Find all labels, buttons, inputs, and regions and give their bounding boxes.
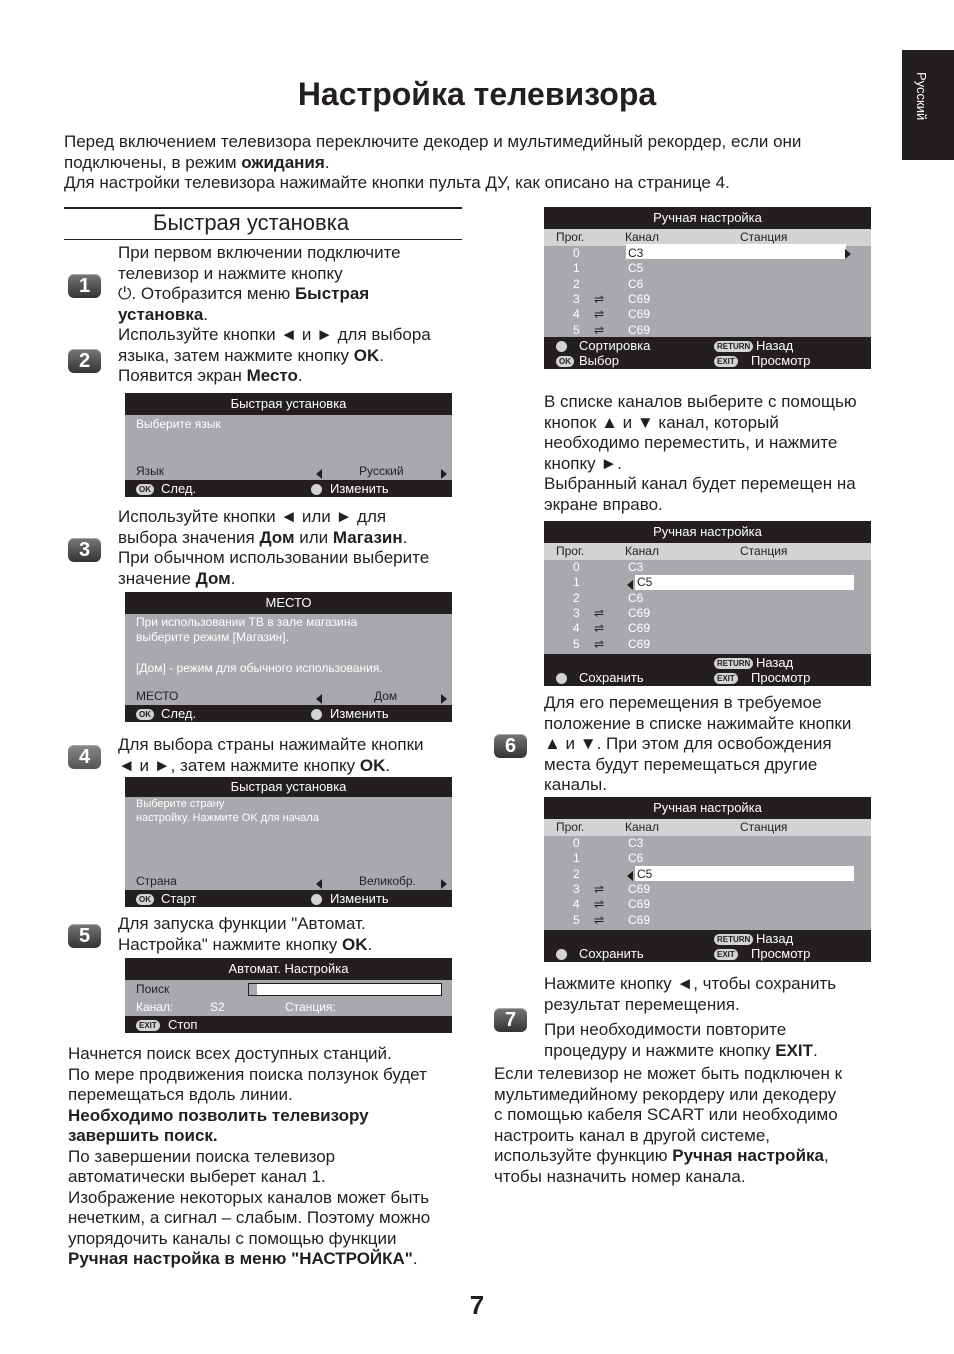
text: значение: [118, 568, 196, 588]
text-bold: Быстрая: [294, 284, 370, 303]
text-bold: Ручная настройка: [672, 1146, 824, 1165]
text-line: мультимедийному рекордеру или декодеру: [494, 1084, 837, 1104]
osd-text: При использовании ТВ в зале магазина: [136, 615, 358, 629]
color-button-icon: [311, 894, 322, 905]
swap-icon: ⇌: [594, 912, 605, 927]
text-bold: Магазин: [332, 527, 403, 547]
left-arrow-icon: [316, 691, 322, 706]
osd-footer: [125, 705, 452, 722]
start-label: Старт: [161, 891, 197, 906]
text: выбора значения: [118, 527, 260, 547]
text-line: [544, 1041, 889, 1062]
right-arrow-icon: [845, 246, 851, 261]
osd-value: Русский: [359, 464, 404, 478]
selection-highlight: [635, 575, 854, 590]
text-line: При обычном использовании выберите: [118, 548, 430, 567]
next-label: След.: [161, 481, 197, 496]
color-button-icon: [311, 484, 322, 495]
text-line: [118, 756, 463, 777]
text-line: экране вправо.: [544, 494, 663, 514]
right-button-icon: [556, 341, 567, 352]
text: ,: [823, 1146, 829, 1165]
osd-quick-setup-country: [125, 777, 452, 907]
ok-button-icon: OK: [556, 356, 574, 367]
col-channel: Канал: [625, 820, 659, 834]
text: .: [203, 304, 209, 324]
osd-text: Выберите страну: [136, 798, 225, 810]
prog-number: 3: [573, 881, 580, 896]
station-label: Станция:: [285, 1000, 336, 1014]
ok-key-label: OK: [353, 345, 380, 365]
text: .: [297, 366, 303, 385]
intro-bold: ожидания: [241, 152, 325, 172]
text-line: с помощью кабеля SCART или необходимо: [494, 1105, 838, 1124]
channel-value: S2: [210, 1000, 225, 1014]
text: или: [294, 527, 333, 547]
section-title: Быстрая установка: [153, 210, 350, 235]
prog-number: 4: [573, 307, 580, 322]
text-line: Для выбора страны нажимайте кнопки: [118, 735, 424, 754]
channel-name: C69: [628, 307, 651, 322]
text-line: [118, 305, 463, 326]
text-line: положение в списке нажимайте кнопки: [544, 713, 852, 733]
osd-title: Автомат. Настройка: [125, 958, 452, 980]
osd-auto-tuning: [125, 958, 452, 1033]
intro-line: [64, 153, 894, 174]
prog-number: 2: [573, 590, 580, 605]
text-bold: Дом: [195, 568, 231, 588]
step-2-badge: 2: [68, 349, 101, 373]
intro-text: .: [324, 152, 330, 172]
right-arrow-icon: [441, 876, 447, 891]
text: языка, затем нажмите кнопку: [118, 345, 354, 365]
text: .: [379, 345, 385, 365]
steps-1-2-text: [118, 243, 463, 387]
next-label: След.: [161, 706, 197, 721]
text-line: По завершении поиска телевизор: [68, 1146, 336, 1166]
text-line: автоматически выберет канал 1.: [68, 1167, 326, 1186]
search-progress-bar: [248, 983, 442, 996]
text-line: По мере продвижения поиска ползунок будет: [68, 1064, 427, 1084]
osd-title: МЕСТО: [125, 592, 452, 614]
osd-title: Ручная настройка: [544, 207, 871, 229]
prog-number: 4: [573, 621, 580, 636]
search-label: Поиск: [136, 982, 170, 996]
text: .: [367, 934, 373, 954]
text-line: [118, 935, 463, 956]
text-line: места будут перемещаться другие: [544, 754, 818, 774]
text-line: Если телевизор не может быть подключен к: [494, 1064, 843, 1083]
language-tab-label: Русский: [914, 72, 929, 121]
channel-name: C3: [628, 246, 644, 260]
swap-icon: ⇌: [594, 897, 605, 912]
swap-icon: ⇌: [594, 307, 605, 322]
stop-label: Стоп: [168, 1017, 198, 1032]
swap-icon: ⇌: [594, 881, 605, 896]
text-line: Необходимо позволить телевизору: [68, 1105, 369, 1125]
channel-name: C69: [628, 322, 651, 337]
return-button-icon: RETURN: [714, 658, 753, 669]
text-line: [118, 528, 463, 549]
channel-name: C69: [628, 912, 651, 927]
exit-button-icon: EXIT: [714, 356, 738, 367]
osd-prompt: Выберите язык: [136, 417, 221, 431]
osd-footer: [125, 890, 452, 907]
channel-name: C6: [628, 276, 644, 291]
text-line: чтобы назначить номер канала.: [494, 1166, 746, 1186]
search-progress-fill: [249, 984, 257, 995]
view-label: Просмотр: [751, 670, 811, 685]
prog-number: 1: [573, 261, 580, 276]
left-arrow-icon: [316, 876, 322, 891]
right-arrow-icon: [441, 691, 447, 706]
text-line: нечетким, а сигнал – слабым. Поэтому можно: [68, 1208, 431, 1227]
return-button-icon: RETURN: [714, 934, 753, 945]
selection-highlight: [626, 244, 846, 259]
text: .: [412, 1249, 418, 1268]
prog-number: 4: [573, 897, 580, 912]
right-arrow-icon: [441, 466, 447, 481]
osd-footer: [125, 1016, 452, 1033]
col-channel: Канал: [625, 230, 659, 244]
text-line: [118, 569, 463, 590]
text: Появится экран: [118, 366, 247, 385]
text-line: Используйте кнопки ◄ или ► для: [118, 507, 387, 526]
channel-name: C5: [637, 575, 653, 590]
col-channel: Канал: [625, 544, 659, 558]
osd-label: Страна: [136, 874, 177, 888]
osd-place: [125, 592, 452, 722]
text: .: [402, 527, 408, 547]
osd-footer: [544, 337, 871, 369]
text-line: [118, 284, 463, 305]
change-label: Изменить: [330, 481, 389, 496]
text-line: [68, 1249, 468, 1270]
text-line: Для запуска функции "Автомат.: [118, 914, 366, 933]
scart-note: [494, 1064, 894, 1187]
prog-number: 5: [573, 636, 580, 651]
osd-manual-tuning-2: [544, 521, 871, 686]
text: .: [812, 1040, 818, 1060]
select-label: Выбор: [579, 353, 619, 368]
text-bold: Ручная настройка в меню "НАСТРОЙКА": [68, 1249, 413, 1268]
search-notes: [68, 1044, 468, 1270]
prog-number: 0: [573, 246, 580, 260]
text-bold: установка: [118, 304, 204, 324]
osd-manual-tuning-1: [544, 207, 871, 369]
text-line: каналы.: [544, 775, 607, 794]
left-button-icon: [556, 673, 567, 684]
osd-title: Быстрая установка: [125, 777, 452, 797]
prog-number: 2: [573, 866, 580, 881]
exit-button-icon: EXIT: [714, 673, 738, 684]
col-prog: Прог.: [556, 544, 585, 558]
step-3-text: [118, 507, 463, 589]
osd-title: Ручная настройка: [544, 797, 871, 819]
col-station: Станция: [740, 544, 788, 558]
return-button-icon: RETURN: [714, 341, 753, 352]
col-prog: Прог.: [556, 230, 585, 244]
text-line: Выбранный канал будет перемещен на: [544, 474, 856, 493]
text-line: [494, 1146, 894, 1167]
text-line: [118, 366, 463, 387]
prog-number: 5: [573, 912, 580, 927]
ok-button-icon: OK: [136, 709, 154, 720]
exit-key-label: EXIT: [775, 1040, 813, 1060]
channel-name: C69: [628, 897, 651, 912]
back-label: Назад: [756, 338, 794, 353]
text-line: В списке каналов выберите с помощью: [544, 392, 857, 411]
exit-button-icon: EXIT: [136, 1020, 160, 1031]
text: .: [385, 755, 391, 775]
exit-button-icon: EXIT: [714, 949, 738, 960]
step-1-badge: 1: [68, 274, 101, 298]
text-line: необходимо переместить, и нажмите: [544, 433, 838, 452]
channel-name: C3: [628, 836, 644, 850]
step-4-text: [118, 735, 463, 776]
left-arrow-icon: [627, 868, 633, 883]
text-line: [118, 346, 463, 367]
prog-number: 1: [573, 575, 580, 590]
osd-label: МЕСТО: [136, 689, 179, 703]
osd-text: выберите режим [Магазин].: [136, 630, 289, 644]
osd-value: Дом: [374, 689, 398, 703]
left-button-icon: [556, 949, 567, 960]
move-instructions: [544, 392, 889, 515]
text: Настройка" нажмите кнопку: [118, 934, 342, 954]
step-4-badge: 4: [68, 745, 101, 769]
save-label: Сохранить: [579, 946, 644, 961]
osd-footer: [544, 930, 871, 962]
prog-number: 2: [573, 276, 580, 291]
text-line: При необходимости повторите: [544, 1020, 787, 1039]
prog-number: 3: [573, 291, 580, 306]
selection-highlight: [635, 866, 854, 881]
text-line: упорядочить каналы с помощью функции: [68, 1228, 397, 1248]
channel-name: C6: [628, 590, 644, 605]
channel-name: C6: [628, 851, 644, 866]
channel-name: C69: [628, 291, 651, 306]
section-rule-top: [64, 207, 462, 209]
text-line: завершить поиск.: [68, 1126, 218, 1145]
view-label: Просмотр: [751, 946, 811, 961]
text-line: ▲ и ▼. При этом для освобождения: [544, 734, 832, 753]
intro-line: Перед включением телевизора переключите декодер и мультимедийный рекордер, если они: [64, 132, 802, 151]
prog-number: 5: [573, 322, 580, 337]
swap-icon: ⇌: [594, 291, 605, 306]
ok-button-icon: OK: [136, 484, 154, 495]
channel-name: C69: [628, 636, 651, 651]
swap-icon: ⇌: [594, 322, 605, 337]
osd-value: Великобр.: [359, 874, 416, 888]
step-3-badge: 3: [68, 538, 101, 562]
swap-icon: ⇌: [594, 621, 605, 636]
text: ⏻. Отобразится меню: [118, 284, 295, 303]
text-line: При первом включении подключите: [118, 243, 401, 262]
language-tab: [902, 50, 954, 160]
text-line: Для его перемещения в требуемое: [544, 693, 822, 712]
change-label: Изменить: [330, 706, 389, 721]
text: .: [230, 568, 236, 588]
osd-manual-tuning-3: [544, 797, 871, 962]
prog-number: 3: [573, 605, 580, 620]
text-line: результат перемещения.: [544, 994, 740, 1014]
channel-name: C69: [628, 881, 651, 896]
col-prog: Прог.: [556, 820, 585, 834]
text-line: Нажмите кнопку ◄, чтобы сохранить: [544, 974, 837, 993]
ok-button-icon: OK: [136, 894, 154, 905]
intro-line: Для настройки телевизора нажимайте кнопки пульта ДУ, как описано на странице 4.: [64, 173, 730, 192]
ok-key-label: OK: [359, 755, 386, 775]
osd-label: Язык: [136, 464, 165, 478]
page-number: 7: [469, 1290, 485, 1320]
step-6-badge: 6: [494, 734, 527, 758]
prog-number: 1: [573, 851, 580, 866]
text-line: настроить канал в другой системе,: [494, 1125, 771, 1145]
osd-column-header: [544, 543, 871, 560]
step-5-badge: 5: [68, 924, 101, 948]
text-line: Начнется поиск всех доступных станций.: [68, 1044, 392, 1063]
text-bold: Место: [246, 366, 298, 385]
sort-label: Сортировка: [579, 338, 651, 353]
channel-name: C69: [628, 621, 651, 636]
left-arrow-icon: [316, 466, 322, 481]
osd-title: Ручная настройка: [544, 521, 871, 543]
col-station: Станция: [740, 820, 788, 834]
osd-title: Быстрая установка: [125, 393, 452, 415]
osd-footer: [125, 480, 452, 497]
back-label: Назад: [756, 655, 794, 670]
osd-column-header: [544, 819, 871, 836]
intro: [64, 132, 894, 194]
swap-icon: ⇌: [594, 605, 605, 620]
step-5-text: [118, 914, 463, 955]
text-bold: Дом: [259, 527, 295, 547]
step-6-text: [544, 693, 889, 796]
view-label: Просмотр: [751, 353, 811, 368]
text-line: кнопку ►.: [544, 453, 622, 473]
text: используйте функцию: [494, 1146, 673, 1165]
save-label: Сохранить: [579, 670, 644, 685]
col-station: Станция: [740, 230, 788, 244]
swap-icon: ⇌: [594, 636, 605, 651]
channel-name: C69: [628, 605, 651, 620]
intro-text: подключены, в режим: [64, 152, 242, 172]
change-label: Изменить: [330, 891, 389, 906]
channel-name: C5: [628, 261, 644, 276]
text: процедуру и нажмите кнопку: [544, 1040, 776, 1060]
text-line: Используйте кнопки ◄ и ► для выбора: [118, 325, 431, 344]
osd-footer: [544, 654, 871, 686]
text-line: Изображение некоторых каналов может быть: [68, 1187, 430, 1207]
prog-number: 0: [573, 560, 580, 574]
text-line: перемещаться вдоль линии.: [68, 1085, 293, 1104]
osd-quick-setup-language: [125, 393, 452, 497]
back-label: Назад: [756, 931, 794, 946]
ok-key-label: OK: [341, 934, 368, 954]
prog-number: 0: [573, 836, 580, 850]
text-line: телевизор и нажмите кнопку: [118, 263, 343, 283]
osd-text: настройку. Нажмите OK для начала: [136, 812, 319, 824]
osd-text: [Дом] - режим для обычного использования.: [136, 661, 383, 675]
text: ◄ и ►, затем нажмите кнопку: [118, 755, 360, 775]
channel-label: Канал:: [136, 1000, 174, 1014]
text-line: кнопок ▲ и ▼ канал, который: [544, 412, 779, 432]
color-button-icon: [311, 709, 322, 720]
step-7-badge: 7: [494, 1008, 527, 1032]
step-7-text: [544, 974, 889, 1061]
section-rule-bottom: [64, 239, 462, 240]
page-title: Настройка телевизора: [297, 76, 657, 112]
channel-name: C5: [637, 866, 653, 881]
channel-name: C3: [628, 560, 644, 574]
